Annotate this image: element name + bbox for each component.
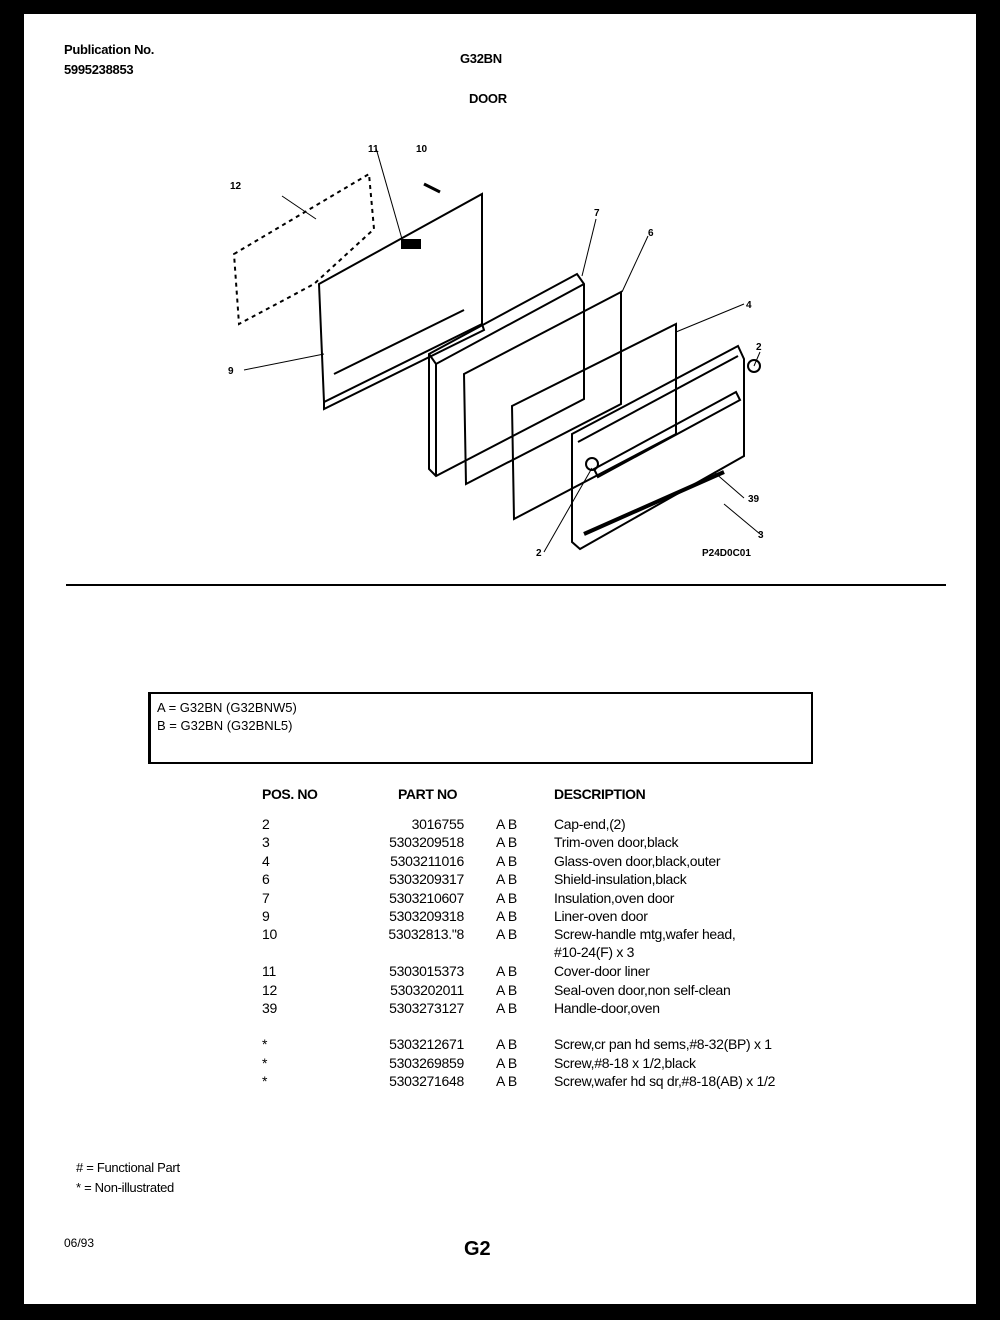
note-functional: # = Functional Part	[76, 1160, 180, 1175]
pos-cell: 6	[262, 871, 270, 887]
cover-door-liner-part	[402, 240, 420, 248]
legend-b: B = G32BN (G32BNL5)	[157, 718, 293, 733]
description-cell: Glass-oven door,black,outer	[554, 853, 721, 869]
insulation-part	[429, 274, 584, 476]
pos-cell: 4	[262, 853, 270, 869]
part-cell: 5303271648	[389, 1073, 464, 1089]
models-cell: A B	[496, 834, 517, 850]
models-cell: A B	[496, 982, 517, 998]
parts-page	[24, 14, 976, 1304]
description-cell: Screw,#8-18 x 1/2,black	[554, 1055, 696, 1071]
callout-7: 7	[594, 208, 600, 219]
footer-date: 06/93	[64, 1236, 95, 1250]
seal-part	[234, 174, 374, 324]
pos-cell: *	[262, 1036, 268, 1052]
models-cell: A B	[496, 1055, 517, 1071]
trim-part	[572, 346, 744, 549]
callout-6: 6	[648, 228, 654, 239]
callout-39: 39	[748, 494, 760, 505]
part-cell: 5303209518	[389, 834, 464, 850]
publication-label: Publication No.	[64, 42, 155, 57]
pos-cell: 7	[262, 890, 270, 906]
pos-cell: 3	[262, 834, 270, 850]
description-cell: Screw-handle mtg,wafer head,	[554, 926, 736, 942]
pos-cell: 12	[262, 982, 277, 998]
part-cell: 5303209317	[389, 871, 464, 887]
models-cell: A B	[496, 816, 517, 832]
description-cell: Seal-oven door,non self-clean	[554, 982, 731, 998]
description-cell: Liner-oven door	[554, 908, 648, 924]
model-title: G32BN	[460, 51, 502, 66]
callout-9: 9	[228, 366, 234, 377]
pos-cell: 11	[262, 963, 276, 979]
description-cell: Cap-end,(2)	[554, 816, 626, 832]
description-cell: Screw,cr pan hd sems,#8-32(BP) x 1	[554, 1036, 772, 1052]
table-row	[24, 853, 976, 871]
page-number: G2	[464, 1238, 491, 1260]
table-row	[24, 834, 976, 852]
publication-number: 5995238853	[64, 62, 134, 77]
models-cell: A B	[496, 1000, 517, 1016]
model-legend	[148, 692, 813, 764]
table-row	[24, 982, 976, 1000]
callout-2-left: 2	[536, 548, 542, 559]
table-row	[24, 908, 976, 926]
pos-cell: 10	[262, 926, 277, 942]
table-row	[24, 890, 976, 908]
table-row	[24, 871, 976, 889]
callout-12: 12	[230, 181, 242, 192]
part-cell: 53032813."8	[388, 926, 464, 942]
description-cell: Screw,wafer hd sq dr,#8-18(AB) x 1/2	[554, 1073, 776, 1089]
pos-cell: *	[262, 1073, 268, 1089]
part-cell: 5303211016	[390, 853, 464, 869]
divider-rule	[66, 584, 946, 586]
exploded-door-diagram	[24, 14, 976, 574]
part-cell: 5303015373	[389, 963, 464, 979]
shield-part	[464, 292, 621, 484]
pos-cell: 2	[262, 816, 270, 832]
part-cell: 5303202011	[390, 982, 464, 998]
table-row	[24, 926, 976, 960]
table-row	[24, 1073, 976, 1091]
models-cell: A B	[496, 871, 517, 887]
part-cell: 5303209318	[389, 908, 464, 924]
callout-4: 4	[746, 300, 752, 311]
pos-cell: *	[262, 1055, 268, 1071]
pos-cell: 9	[262, 908, 270, 924]
table-row	[24, 1055, 976, 1073]
callout-10: 10	[416, 144, 428, 155]
models-cell: A B	[496, 1073, 517, 1089]
callout-3: 3	[758, 530, 764, 541]
table-row	[24, 1000, 976, 1018]
header-description: DESCRIPTION	[554, 786, 646, 802]
legend-a: A = G32BN (G32BNW5)	[157, 700, 297, 715]
table-row	[24, 1036, 976, 1054]
part-cell: 5303210607	[389, 890, 464, 906]
table-row	[24, 816, 976, 834]
handle-part	[594, 392, 740, 477]
pos-cell: 39	[262, 1000, 277, 1016]
section-title: DOOR	[469, 91, 507, 106]
part-cell: 5303269859	[389, 1055, 464, 1071]
table-row	[24, 963, 976, 981]
models-cell: A B	[496, 926, 517, 942]
description-cell-continued: #10-24(F) x 3	[554, 944, 635, 960]
header-part-no: PART NO	[398, 786, 458, 802]
description-cell: Cover-door liner	[554, 963, 650, 979]
models-cell: A B	[496, 1036, 517, 1052]
callout-11: 11	[368, 144, 379, 155]
figure-code: P24D0C01	[702, 548, 751, 559]
part-cell: 5303212671	[389, 1036, 464, 1052]
note-non-illustrated: * = Non-illustrated	[76, 1180, 174, 1195]
header-pos-no: POS. NO	[262, 786, 318, 802]
callout-2-right: 2	[756, 342, 762, 353]
description-cell: Insulation,oven door	[554, 890, 675, 906]
models-cell: A B	[496, 963, 517, 979]
models-cell: A B	[496, 853, 517, 869]
part-cell: 3016755	[411, 816, 464, 832]
description-cell: Shield-insulation,black	[554, 871, 687, 887]
models-cell: A B	[496, 890, 517, 906]
description-cell: Trim-oven door,black	[554, 834, 679, 850]
part-cell: 5303273127	[389, 1000, 464, 1016]
description-cell: Handle-door,oven	[554, 1000, 660, 1016]
models-cell: A B	[496, 908, 517, 924]
